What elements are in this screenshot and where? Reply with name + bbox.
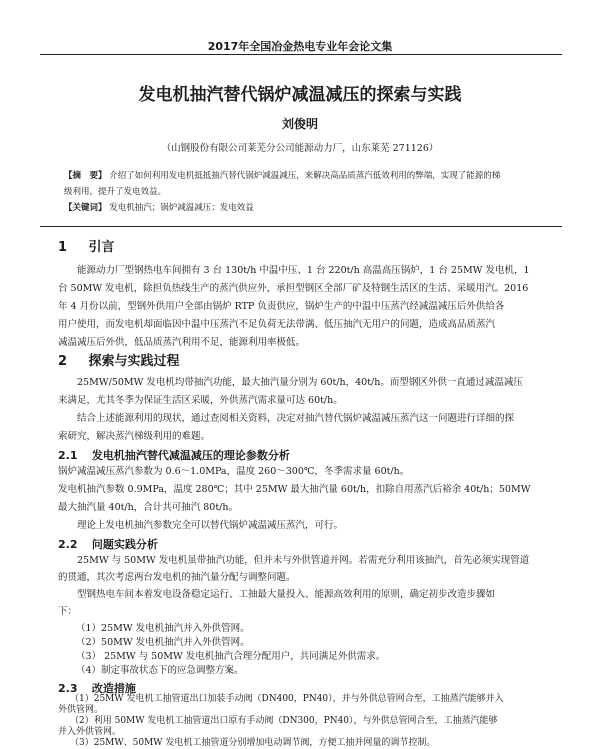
list-item: （1）25MW 发电机抽汽并入外供管网。 — [76, 623, 250, 634]
section-2-1-heading — [58, 447, 290, 463]
section-2-body — [58, 374, 546, 446]
text-line: 减温减压后外供，低品质蒸汽利用不足，能源利用率极低。 — [58, 337, 306, 348]
section-title: 发电机抽汽替代减温减压的理论参数分析 — [91, 449, 290, 462]
abstract-text-1: 介绍了如何利用发电机抵抵抽汽替代锅炉减温减压，来解决高品质蒸汽低效利用的弊端，实现了能源的梯 — [109, 171, 501, 181]
keywords-label: 【关键词】 — [64, 203, 107, 213]
header-rule — [40, 54, 562, 55]
abstract-block — [64, 168, 554, 216]
list-item-continued: 并入外供管网。 — [58, 727, 122, 737]
section-number: 1 — [58, 240, 68, 255]
text-line: 发电机抽汽参数 0.9MPa，温度 280℃；其中 25MW 最大抽汽量 60t/h，扣除自用蒸汽后裕余 40t/h；50MW — [58, 484, 531, 495]
section-number: 2.3 — [58, 682, 78, 695]
list-item: （2）50MW 发电机抽汽并入外供管网。 — [76, 637, 250, 648]
section-2-heading — [58, 350, 180, 369]
list-item: （3） 25MW 与 50MW 发电机抽汽合理分配用户，共同满足外供需求。 — [76, 651, 386, 662]
section-1-body — [58, 262, 546, 352]
keywords-text: 发电机抽汽；锅炉减温减压；发电效益 — [109, 203, 254, 213]
section-1-heading — [58, 236, 115, 255]
text-line: 下： — [58, 606, 78, 617]
author-affiliation: （山钢股份有限公司莱芜分公司能源动力厂，山东莱芜 271126） — [161, 143, 439, 154]
abstract-label: 【摘 要】 — [64, 171, 107, 181]
keywords-line — [64, 200, 554, 216]
text-line: 25MW/50MW 发电机均带抽汽功能，最大抽汽量分别为 60t/h，40t/h。而型钢区外供一直通过减温减压 — [77, 377, 523, 388]
abstract-rule — [40, 226, 562, 227]
abstract-text-2: 级利用，提升了发电效益。 — [64, 187, 167, 197]
section-2-3-body — [58, 694, 546, 749]
section-title: 改造措施 — [91, 682, 136, 695]
list-item: （4）制定事故状态下的应急调整方案。 — [76, 665, 244, 676]
section-title: 探索与实践过程 — [88, 354, 180, 369]
text-line: 能源动力厂型钢热电车间拥有 3 台 130t/h 中温中压、1 台 220t/h 高温高压锅炉，1 台 25MW 发电机，1 — [77, 265, 530, 276]
text-line: 最大抽汽量 40t/h，合计共可抽汽 80t/h。 — [58, 502, 238, 513]
text-line: 锅炉减温减压蒸汽参数为 0.6～1.0MPa，温度 260～300℃，冬季需求量 60t/h。 — [58, 466, 410, 477]
section-title: 问题实践分析 — [91, 538, 158, 551]
text-line: 索研究，解决蒸汽梯级利用的难题。 — [58, 431, 211, 442]
section-title: 引言 — [88, 240, 115, 255]
list-item: （3）25MW、50MW 发电机工抽管道分别增加电动调节阀，方便工抽并网量的调节控制。 — [70, 738, 436, 748]
author-name: 刘俊明 — [281, 117, 318, 131]
text-line: 台 50MW 发电机，除担负热线生产的蒸汽供应外，承担型钢区全部厂矿及特钢生活区的生活、采暖用汽。2016 — [58, 283, 529, 294]
list-item: （2）利用 50MW 发电机工抽管道出口原有手动阀（DN300，PN40），与外供总管网合至，工抽蒸汽能够 — [70, 716, 498, 726]
section-number: 2 — [58, 354, 68, 369]
text-line: 型钢热电车间本着发电设备稳定运行、工抽最大量投入、能源高效利用的原则，确定初步改造步骤如 — [77, 589, 496, 600]
text-line: 年 4 月份以前，型钢外供用户全部由锅炉 RTP 负责供应，锅炉生产的中温中压蒸汽经减温减压后外供给各 — [58, 301, 505, 312]
paper-title: 发电机抽汽替代锅炉减温减压的探索与实践 — [138, 85, 462, 105]
section-2-2-body — [58, 552, 546, 620]
list-item-continued: 外供管网。 — [58, 705, 104, 715]
text-line: 用户使用，而发电机却面临因中温中压蒸汽不足负荷无法带满、低压抽汽无用户的问题，造成高品质蒸汽 — [58, 319, 496, 330]
running-header: 2017年全国冶金热电专业年会论文集 — [207, 40, 393, 53]
abstract-line-1 — [64, 168, 554, 184]
step-list — [76, 622, 546, 678]
text-line: 25MW 与 50MW 发电机虽带抽汽功能，但并未与外供管道并网。若需充分利用该抽汽，首先必须实现管道 — [77, 555, 530, 566]
section-2-2-heading — [58, 536, 158, 552]
text-line: 的贯通，其次考虑两台发电机的抽汽量分配与调整问题。 — [58, 572, 296, 583]
section-2-1-body — [58, 463, 546, 535]
section-number: 2.2 — [58, 538, 78, 551]
section-number: 2.1 — [58, 449, 78, 462]
text-line: 结合上述能源利用的现状，通过查阅相关资料，决定对抽汽替代锅炉减温减压蒸汽这一问题进行详细的探 — [77, 413, 515, 424]
list-item: （1）25MW 发电机工抽管道出口加装手动阀（DN400，PN40），并与外供总管网合至，工抽蒸汽能够并入 — [70, 694, 504, 704]
text-line: 理论上发电机抽汽参数完全可以替代锅炉减温减压蒸汽，可行。 — [77, 520, 344, 531]
text-line: 来满足，尤其冬季为保证生活区采暖，外供蒸汽需求量可达 60t/h。 — [58, 395, 343, 406]
